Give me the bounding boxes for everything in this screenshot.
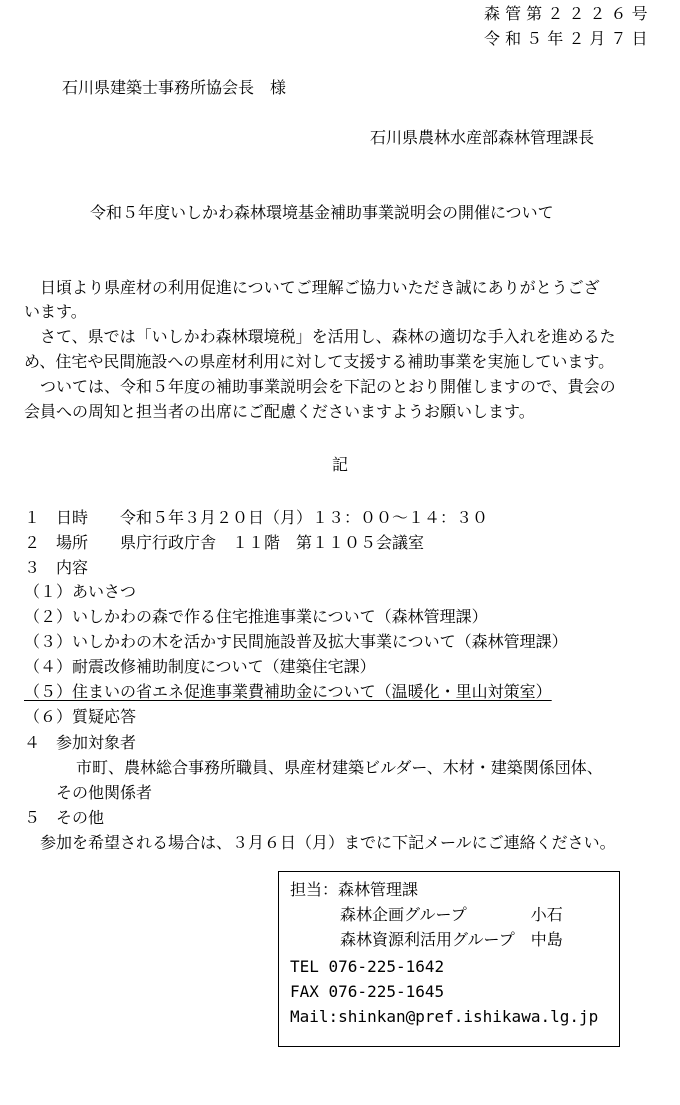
body-line: さて、県では「いしかわ森林環境税」を活用し、森林の適切な手入れを進めるた [24, 327, 616, 346]
content-item: （１）あいさつ [24, 582, 137, 601]
item-place: ２ 場所 県庁行政庁舎 １１階 第１１０５会議室 [24, 533, 425, 552]
item-participants-heading: ４ 参加対象者 [24, 733, 137, 752]
body-line: 日頃より県産材の利用促進についてご理解ご協力いただき誠にありがとうござ [24, 278, 600, 297]
subject-title: 令和５年度いしかわ森林環境基金補助事業説明会の開催について [90, 203, 554, 222]
content-item: （６）質疑応答 [24, 707, 137, 726]
body-line: います。 [24, 302, 87, 321]
body-line: 会員への周知と担当者の出席にご配慮くださいますようお願いします。 [24, 402, 535, 421]
content-item: （２）いしかわの森で作る住宅推進事業について（森林管理課） [24, 607, 488, 626]
content-item: （３）いしかわの木を活かす民間施設普及拡大事業について（森林管理課） [24, 632, 568, 651]
document-number: 森 管 第 ２ ２ ２ ６ 号 [484, 4, 648, 23]
item-datetime: １ 日時 令和５年３月２０日（月）１３：００～１４：３０ [24, 508, 489, 527]
ki-heading: 記 [332, 455, 349, 474]
contact-dept: 担当：森林管理課 [290, 880, 419, 899]
other-text: 参加を希望される場合は、３月６日（月）までに下記メールにご連絡ください。 [40, 833, 616, 852]
body-line: め、住宅や民間施設への県産材利用に対して支援する補助事業を実施しています。 [24, 352, 615, 371]
content-item: （４）耐震改修補助制度について（建築住宅課） [24, 657, 376, 676]
contact-group-1: 森林企画グループ 小石 [340, 905, 563, 924]
item-content-heading: ３ 内容 [24, 558, 89, 577]
participants-line: 市町、農林総合事務所職員、県産材建築ビルダー、木材・建築関係団体、 [76, 758, 603, 777]
contact-fax: FAX 076-225-1645 [290, 982, 445, 1001]
participants-line: その他関係者 [56, 783, 153, 802]
sender: 石川県農林水産部森林管理課長 [370, 128, 595, 147]
contact-group-2: 森林資源利活用グループ 中島 [340, 930, 563, 949]
content-item-underlined: （５）住まいの省エネ促進事業費補助金について（温暖化・里山対策室） [24, 682, 552, 701]
issue-date: 令 和 ５ 年 ２ 月 ７ 日 [484, 29, 648, 48]
addressee: 石川県建築士事務所協会長 様 [62, 78, 287, 97]
item-other-heading: ５ その他 [24, 808, 105, 827]
contact-tel: TEL 076-225-1642 [290, 957, 445, 976]
contact-mail[interactable]: Mail:shinkan@pref.ishikawa.lg.jp [290, 1007, 599, 1026]
body-line: ついては、令和５年度の補助事業説明会を下記のとおり開催しますので、貴会の [24, 377, 616, 396]
